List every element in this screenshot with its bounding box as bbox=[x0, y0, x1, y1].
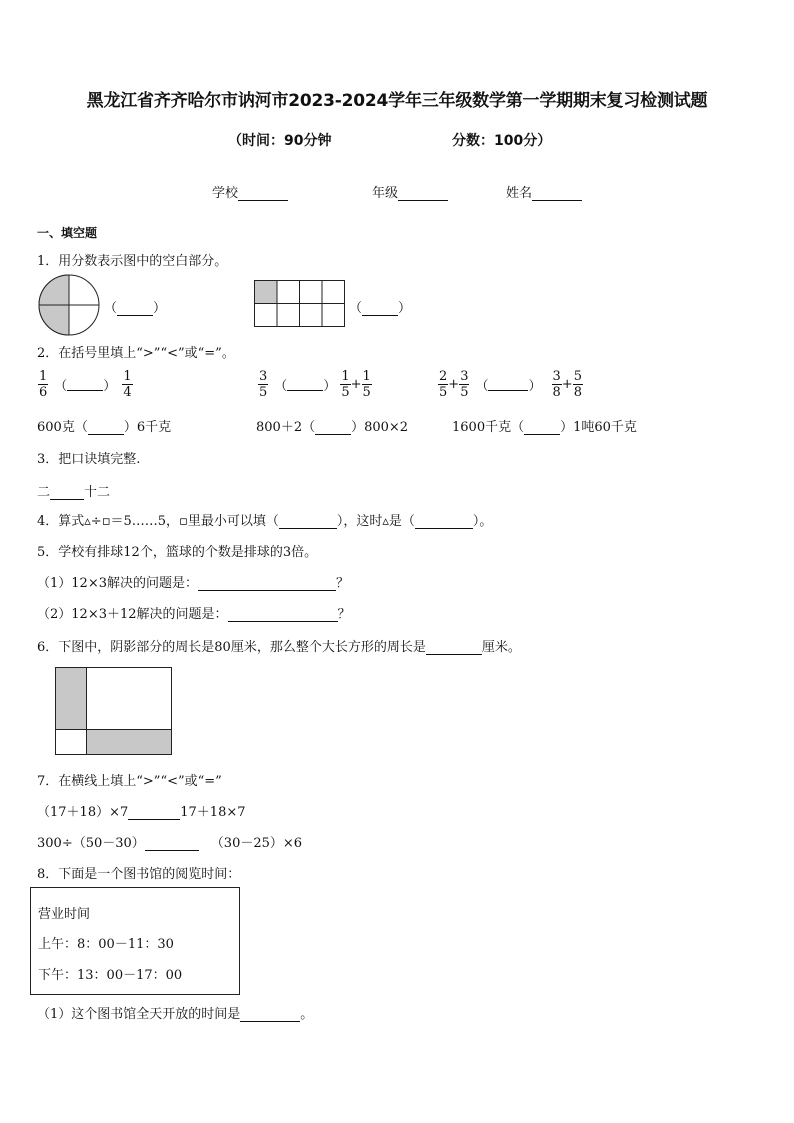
q5-blank-1[interactable] bbox=[198, 578, 336, 591]
q2-item-b: $\frac{3}{5}$ （ ） $\frac{1}{5}$ + $\frac{1}{5}$ bbox=[259, 369, 371, 400]
school-field[interactable] bbox=[212, 182, 288, 201]
q7-blank-2[interactable] bbox=[145, 838, 199, 851]
q1-answer-2[interactable]: （ ） bbox=[349, 301, 412, 316]
q7-line-2: 300÷（50－30） （30－25）×6 bbox=[37, 836, 303, 851]
school-label: 学校 bbox=[212, 186, 239, 201]
q5-blank-2[interactable] bbox=[228, 609, 338, 622]
q2-item-a: $\frac{1}{6}$ （ ） $\frac{1}{4}$ bbox=[39, 369, 132, 400]
question-8-text: 8．下面是一个图书馆的阅览时间： bbox=[37, 867, 241, 882]
q2-b-blank[interactable] bbox=[287, 378, 323, 391]
question-4-text: 4．算式▵÷▫＝5……5，▫里最小可以填（ ），这时▵是（ ）。 bbox=[37, 514, 493, 529]
hours-morning: 上午：8：00－11：30 bbox=[38, 937, 174, 952]
q1-answer-1[interactable]: （ ） bbox=[104, 301, 167, 316]
q8-sub-1: （1）这个图书馆全天开放的时间是 。 bbox=[37, 1007, 314, 1022]
hours-afternoon: 下午：13：00－17：00 bbox=[38, 968, 183, 983]
exam-score: 分数：100分） bbox=[452, 133, 552, 149]
name-field[interactable] bbox=[506, 182, 582, 201]
question-5-text: 5．学校有排球12个，篮球的个数是排球的3倍。 bbox=[37, 545, 318, 560]
grid-figure bbox=[254, 280, 346, 328]
q7-blank-1[interactable] bbox=[128, 807, 180, 820]
question-1-text: 1．用分数表示图中的空白部分。 bbox=[37, 254, 228, 269]
q7-line-1: （17＋18）×7 17＋18×7 bbox=[37, 805, 246, 820]
rectangle-figure bbox=[55, 667, 173, 756]
q2-a-blank[interactable] bbox=[67, 378, 103, 391]
q2-d-blank[interactable] bbox=[88, 422, 124, 435]
q6-blank[interactable] bbox=[426, 642, 482, 655]
q2-item-c: $\frac{2}{5}$ + $\frac{3}{5}$ （ ） $\frac{3}{8}$ + $\frac{5}{8}$ bbox=[439, 369, 582, 400]
name-blank[interactable] bbox=[532, 187, 582, 201]
exam-time: （时间：90分钟 bbox=[228, 133, 332, 149]
grade-blank[interactable] bbox=[398, 187, 448, 201]
question-6-text: 6．下图中，阴影部分的周长是80厘米，那么整个大长方形的周长是 厘米。 bbox=[37, 640, 521, 655]
grade-label: 年级 bbox=[372, 186, 399, 201]
q3-blank[interactable] bbox=[50, 487, 84, 500]
question-7-text: 7．在横线上填上“>”“<”或“=” bbox=[37, 774, 222, 789]
section-title: 一、填空题 bbox=[37, 226, 98, 240]
question-2-text: 2．在括号里填上“>”“<”或“=”。 bbox=[37, 346, 235, 361]
school-blank[interactable] bbox=[238, 187, 288, 201]
q8-blank-1[interactable] bbox=[240, 1009, 300, 1022]
q2-item-f: 1600千克（ ）1吨60千克 bbox=[452, 420, 637, 435]
q3-mnemonic: 二 十二 bbox=[37, 485, 111, 500]
circle-figure bbox=[37, 273, 103, 337]
q2-f-blank[interactable] bbox=[524, 422, 560, 435]
page-title: 黑龙江省齐齐哈尔市讷河市2023-2024学年三年级数学第一学期期末复习检测试题 bbox=[86, 91, 708, 111]
q4-blank-2[interactable] bbox=[415, 516, 473, 529]
question-3-text: 3．把口诀填完整. bbox=[37, 452, 141, 467]
q4-blank-1[interactable] bbox=[279, 516, 337, 529]
q2-item-d: 600克（ ）6千克 bbox=[37, 420, 172, 435]
q2-c-blank[interactable] bbox=[488, 378, 528, 391]
q2-e-blank[interactable] bbox=[315, 422, 351, 435]
q5-sub-1: （1）12×3解决的问题是： ？ bbox=[37, 576, 349, 591]
grade-field[interactable] bbox=[372, 182, 448, 201]
q5-sub-2: （2）12×3＋12解决的问题是： ？ bbox=[37, 607, 351, 622]
name-label: 姓名 bbox=[506, 186, 533, 201]
q2-item-e: 800＋2（ ）800×2 bbox=[256, 420, 409, 435]
hours-title: 营业时间 bbox=[38, 907, 91, 922]
